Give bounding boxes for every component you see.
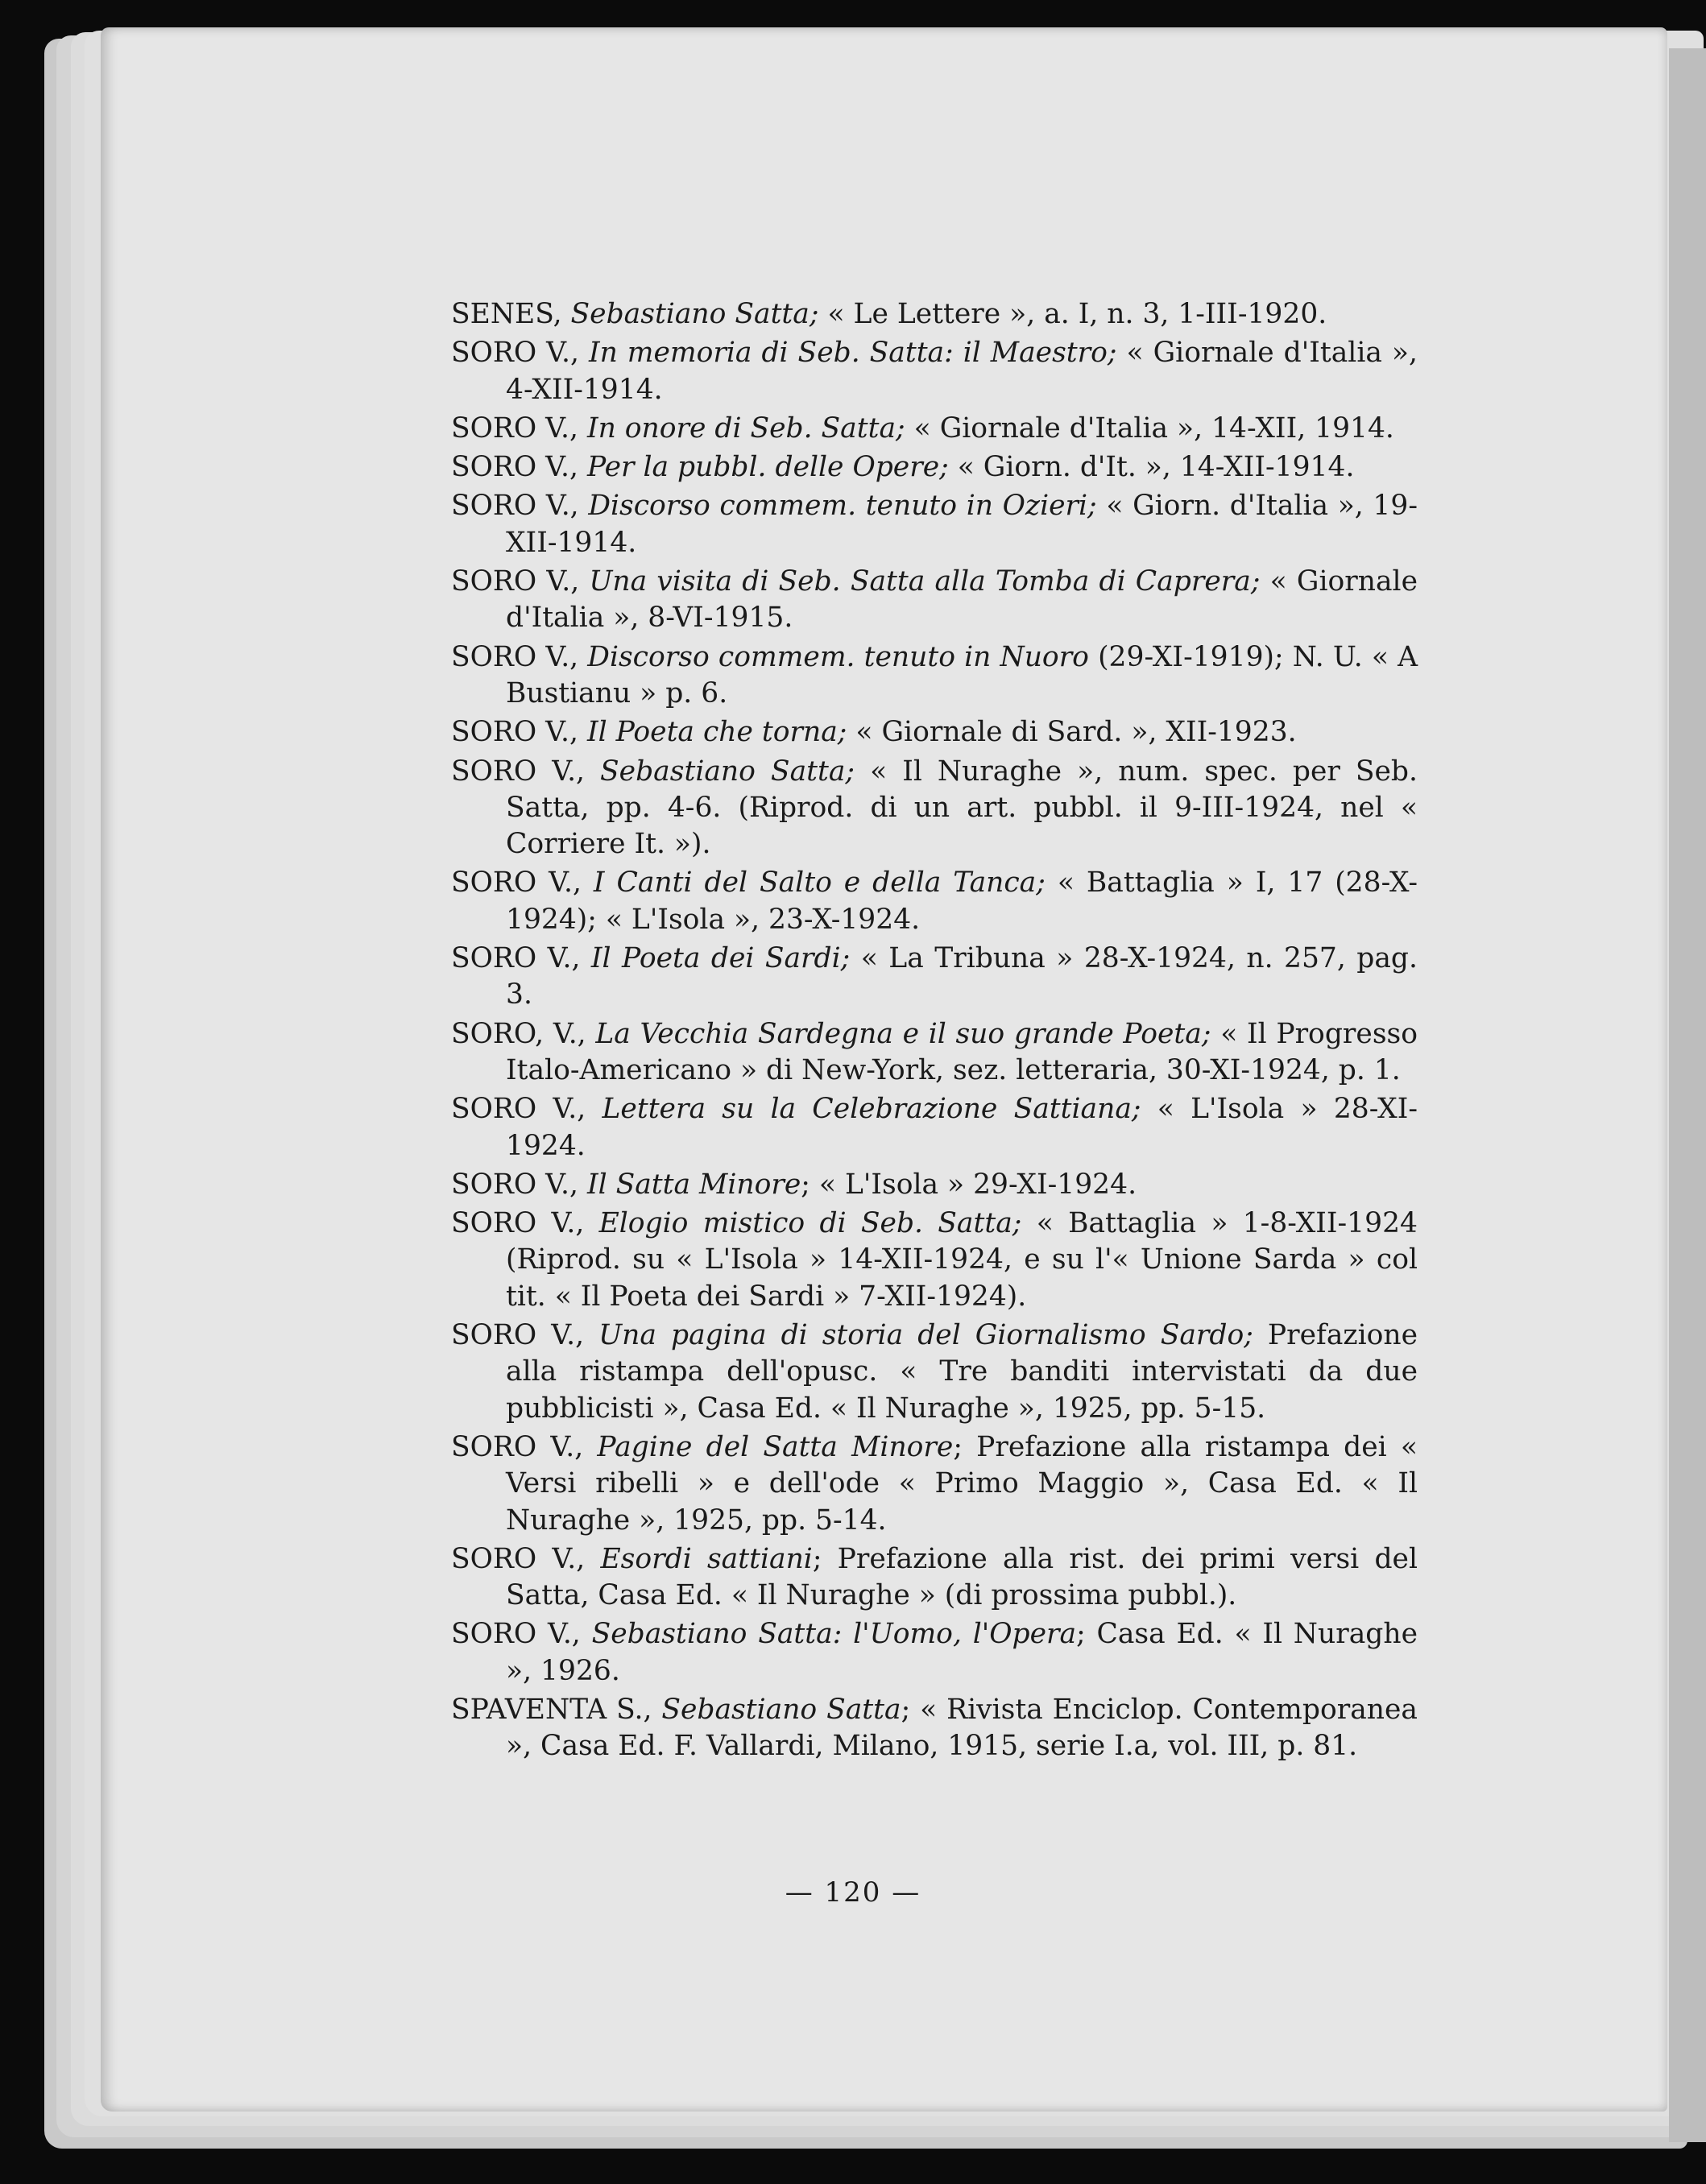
entry-author: SORO V., [451, 867, 594, 900]
bibliography-entry [451, 1016, 1418, 1090]
entry-author: SORO V., [451, 1207, 599, 1240]
entry-details: « Giornale di Sard. », XII-1923. [847, 716, 1297, 749]
entry-details: « Battaglia » 1-8-XII-1924 (Riprod. su « L'Isola » 14-XII-1924, e su l'« Unione Sarda » col tit. « Il Poeta dei Sardi » 7-XII-1924). [506, 1207, 1418, 1313]
entry-details: ; Prefazione alla ristampa dei « Versi ribelli » e dell'ode « Primo Maggio », Casa Ed. « Il Nuraghe », 1925, pp. 5-14. [506, 1430, 1418, 1537]
entry-author: SORO V., [451, 716, 587, 749]
entry-author: SORO V., [451, 451, 587, 484]
entry-details: Prefazione alla ristampa dell'opusc. « Tre banditi intervistati da due pubblicisti », Casa Ed. « Il Nuraghe », 1925, pp. 5-15. [506, 1319, 1418, 1425]
bibliography-entry [451, 639, 1418, 713]
entry-title: Il Poeta dei Sardi; [590, 942, 851, 975]
entry-author: SORO V., [451, 490, 589, 523]
bibliography-entry [451, 488, 1418, 561]
entry-title: Discorso commem. tenuto in Ozieri; [588, 490, 1097, 523]
entry-title: Il Poeta che torna; [586, 716, 847, 749]
entry-author: SENES, [451, 298, 571, 330]
entry-details: « Giornale d'Italia », 14-XII, 1914. [905, 412, 1394, 445]
entry-details: « L'Isola » 28-XI-1924. [506, 1093, 1418, 1162]
entry-details: « Giornale d'Italia », 8-VI-1915. [506, 565, 1418, 635]
entry-author: SORO V., [451, 1542, 601, 1575]
entry-title: Sebastiano Satta: l'Uomo, l'Opera [591, 1618, 1077, 1651]
entry-details: « Le Lettere », a. I, n. 3, 1-III-1920. [818, 298, 1327, 330]
entry-title: In onore di Seb. Satta; [586, 412, 905, 445]
entry-title: In memoria di Seb. Satta: il Maestro; [588, 337, 1117, 370]
bibliography-entry [451, 1317, 1418, 1427]
entry-title: Esordi sattiani [600, 1542, 813, 1575]
entry-author: SORO V., [451, 337, 589, 370]
entry-details: ; « Rivista Enciclop. Contemporanea », Casa Ed. F. Vallardi, Milano, 1915, serie I.a, vol. III, p. 81. [506, 1693, 1418, 1763]
entry-author: SORO V., [451, 1430, 598, 1463]
page-number: — 120 — [785, 1876, 921, 1909]
entry-details: « Battaglia » I, 17 (28-X-1924); « L'Isola », 23-X-1924. [506, 867, 1418, 936]
entry-title: Il Satta Minore [586, 1168, 801, 1201]
entry-details: « Giornale d'Italia », 4-XII-1914. [506, 337, 1418, 406]
bibliography-entry [451, 1091, 1418, 1164]
entry-details: « Il Progresso Italo-Americano » di New-York, sez. letteraria, 30-XI-1924, p. 1. [506, 1017, 1418, 1086]
entry-details: (29-XI-1919); N. U. « A Bustianu » p. 6. [506, 640, 1418, 709]
bibliography-entry [451, 1206, 1418, 1315]
bibliography-entry [451, 865, 1418, 938]
entry-title: Sebastiano Satta; [570, 298, 819, 330]
entry-author: SORO V., [451, 1093, 602, 1126]
entry-details: « La Tribuna » 28-X-1924, n. 257, pag. 3. [506, 942, 1418, 1011]
entry-author: SORO V., [451, 1618, 592, 1651]
entry-title: Lettera su la Celebrazione Sattiana; [602, 1093, 1141, 1126]
entry-title: Sebastiano Satta [661, 1693, 901, 1726]
entry-title: Sebastiano Satta; [600, 755, 855, 788]
facing-page-edge [1669, 48, 1706, 2142]
bibliography-list [451, 296, 1418, 1768]
entry-author: SPAVENTA S., [451, 1693, 662, 1726]
entry-author: SORO V., [451, 942, 591, 975]
bibliography-entry [451, 714, 1418, 751]
bibliography-entry [451, 296, 1418, 333]
entry-details: ; Prefazione alla rist. dei primi versi del Satta, Casa Ed. « Il Nuraghe » (di prossima pubbl.). [506, 1542, 1418, 1612]
entry-title: Pagine del Satta Minore [597, 1430, 954, 1463]
entry-author: SORO V., [451, 640, 588, 673]
entry-title: I Canti del Salto e della Tanca; [593, 867, 1046, 900]
entry-title: Per la pubbl. delle Opere; [586, 451, 949, 484]
bibliography-entry [451, 449, 1418, 486]
entry-details: « Il Nuraghe », num. spec. per Seb. Satta, pp. 4-6. (Riprod. di un art. pubbl. il 9-III-1924, nel « Corriere It. »). [506, 755, 1418, 861]
entry-author: SORO V., [451, 755, 601, 788]
bibliography-entry [451, 564, 1418, 637]
bibliography-entry [451, 1429, 1418, 1539]
entry-title: Discorso commem. tenuto in Nuoro [587, 640, 1089, 673]
entry-author: SORO, V., [451, 1017, 596, 1050]
bibliography-entry [451, 411, 1418, 447]
bibliography-entry [451, 1167, 1418, 1203]
bibliography-entry [451, 1541, 1418, 1615]
entry-details: « Giorn. d'It. », 14-XII-1914. [948, 451, 1355, 484]
entry-author: SORO V., [451, 412, 587, 445]
bibliography-entry [451, 1616, 1418, 1690]
entry-author: SORO V., [451, 565, 590, 598]
bibliography-entry [451, 754, 1418, 863]
entry-title: La Vecchia Sardegna e il suo grande Poeta; [595, 1017, 1211, 1050]
bibliography-entry [451, 335, 1418, 408]
entry-author: SORO V., [451, 1168, 587, 1201]
entry-details: « Giorn. d'Italia », 19-XII-1914. [506, 490, 1418, 559]
entry-title: Elogio mistico di Seb. Satta; [598, 1207, 1022, 1240]
entry-author: SORO V., [451, 1319, 599, 1352]
entry-title: Una visita di Seb. Satta alla Tomba di Caprera; [589, 565, 1261, 598]
entry-details: ; « L'Isola » 29-XI-1924. [801, 1168, 1137, 1201]
entry-details: ; Casa Ed. « Il Nuraghe », 1926. [506, 1618, 1418, 1687]
bibliography-entry [451, 1692, 1418, 1765]
entry-title: Una pagina di storia del Giornalismo Sardo; [598, 1319, 1253, 1352]
bibliography-entry [451, 941, 1418, 1014]
